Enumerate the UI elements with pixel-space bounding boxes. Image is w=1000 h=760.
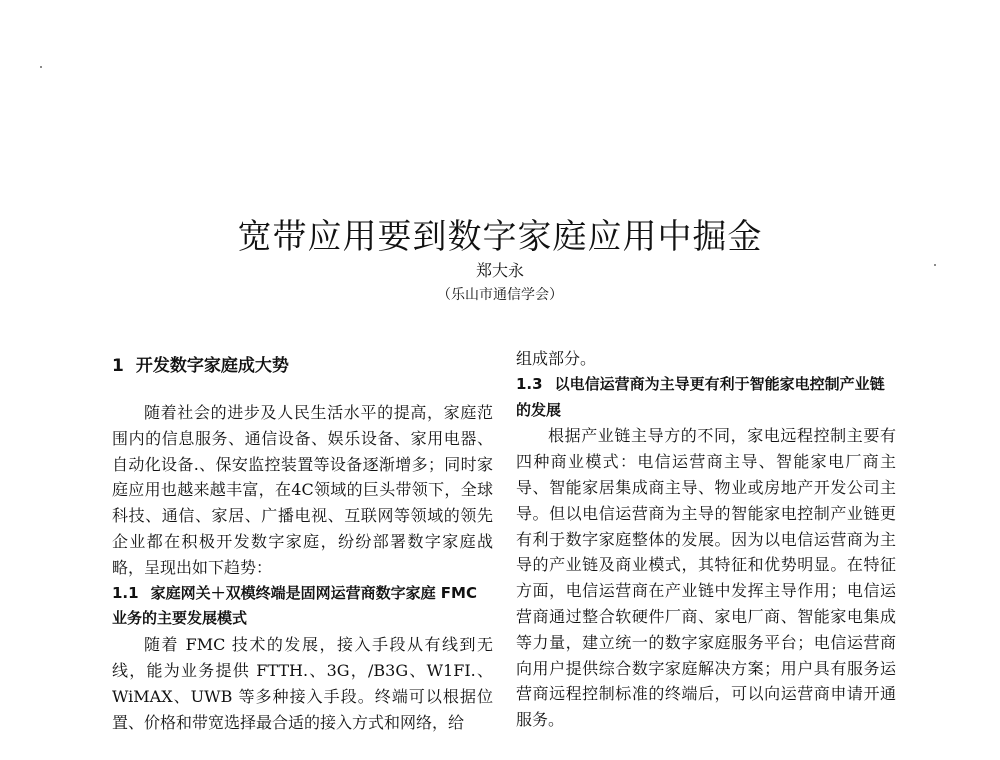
- author-name: 郑大永: [475, 261, 524, 280]
- author-affiliation: （乐山市通信学会）: [437, 287, 563, 303]
- section-number: 1.1: [112, 583, 139, 602]
- right-column: [516, 346, 896, 733]
- section-1-1-heading: [112, 581, 493, 633]
- paragraph-continuation: 组成部分。: [516, 349, 597, 368]
- paragraph-fmc: 随着 FMC 技术的发展，接入手段从有线到无线，能为业务提供 FTTH.、3G，/B3G、W1FI.、WiMAX、UWB 等多种接入手段。终端可以根据位置、价格和带宽选择最合适的接入方式和网络，给: [112, 635, 493, 732]
- scan-speck: [40, 66, 42, 68]
- section-title: 开发数字家庭成大势: [135, 356, 289, 376]
- section-1-3-heading: [516, 372, 896, 424]
- left-column: [112, 346, 493, 735]
- section-1-heading: [112, 352, 493, 380]
- paragraph-trends: 随着社会的进步及人民生活水平的提高，家庭范围内的信息服务、通信设备、娱乐设备、家用电器、自动化设备.、保安监控装置等设备逐渐增多；同时家庭应用也越来越丰富，在4C领域的巨头带领下，全球科技、通信、家居、广播电视、互联网等领域的领先企业都在积极开发数字家庭，纷纷部署数字家庭战略，呈现出如下趋势：: [112, 403, 493, 577]
- section-number: 1: [112, 356, 124, 376]
- section-number: 1.3: [516, 374, 543, 393]
- paragraph-operator-led: 根据产业链主导方的不同，家电远程控制主要有四种商业模式：电信运营商主导、智能家电厂商主导、智能家居集成商主导、物业或房地产开发公司主导。但以电信运营商为主导的智能家电控制产业链更有利于数字家庭整体的发展。因为以电信运营商为主导的产业链及商业模式，其特征和优势明显。在特征方面，电信运营商在产业链中发挥主导作用；电信运营商通过整合软硬件厂商、家电厂商、智能家电集成等力量，建立统一的数字家庭服务平台；电信运营商向用户提供综合数字家庭解决方案；用户具有服务运营商远程控制标准的终端后，可以向运营商申请开通服务。: [516, 426, 896, 730]
- article-title: 宽带应用要到数字家庭应用中掘金: [237, 216, 763, 257]
- section-title: 以电信运营商为主导更有利于智能家电控制产业链的发展: [516, 374, 885, 419]
- section-title: 家庭网关＋双模终端是固网运营商数字家庭 FMC 业务的主要发展模式: [112, 583, 477, 628]
